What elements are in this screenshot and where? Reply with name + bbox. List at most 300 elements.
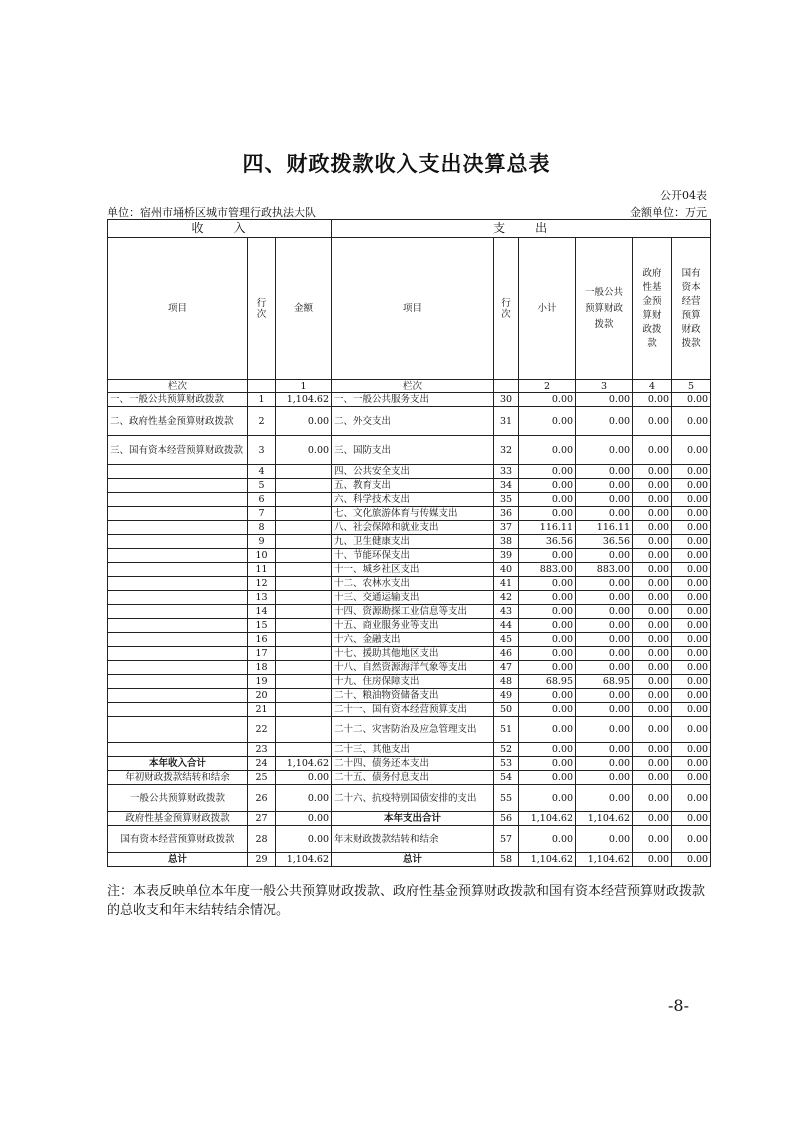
state-capital-header-text: 国有 资本 经营 预算 财政 拨款 <box>681 267 701 349</box>
expense-item-cell: 七、文化旅游体育与传媒支出 <box>332 507 494 521</box>
expense-line-no-cell: 47 <box>494 661 519 675</box>
subtotal-cell: 0.00 <box>519 785 576 812</box>
income-item-cell <box>108 605 248 619</box>
subtotal-cell: 116.11 <box>519 521 576 535</box>
table-row <box>108 785 711 812</box>
expense-line-no-cell: 55 <box>494 785 519 812</box>
table-row <box>108 507 711 521</box>
col-label-expense: 栏次 <box>332 380 494 393</box>
income-item-cell <box>108 507 248 521</box>
income-line-no-cell: 22 <box>248 717 276 743</box>
table-row <box>108 717 711 743</box>
income-line-no-cell: 23 <box>248 743 276 757</box>
table-row <box>108 563 711 577</box>
table-row <box>108 577 711 591</box>
col-number-5: 5 <box>672 380 711 393</box>
gov-fund-cell: 0.00 <box>633 535 672 549</box>
col-number-1: 1 <box>276 380 332 393</box>
income-item-cell <box>108 743 248 757</box>
table-row <box>108 757 711 771</box>
income-item-cell <box>108 549 248 563</box>
subtotal-cell: 0.00 <box>519 703 576 717</box>
expense-item-cell: 年末财政拨款结转和结余 <box>332 826 494 853</box>
income-line-no-cell: 21 <box>248 703 276 717</box>
income-item-cell <box>108 633 248 647</box>
income-line-no-cell: 15 <box>248 619 276 633</box>
expense-item-cell: 二十、粮油物资储备支出 <box>332 689 494 703</box>
state-capital-cell: 0.00 <box>672 521 711 535</box>
income-item-cell <box>108 521 248 535</box>
general-budget-cell: 0.00 <box>576 647 633 661</box>
subtotal-cell: 0.00 <box>519 407 576 436</box>
gov-fund-cell: 0.00 <box>633 493 672 507</box>
income-amount-cell: 0.00 <box>276 436 332 465</box>
table-note: 注：本表反映单位本年度一般公共预算财政拨款、政府性基金预算财政拨款和国有资本经营预算财政拨款的总收支和年末结转结余情况。 <box>107 884 706 918</box>
income-item-header: 项目 <box>108 238 248 380</box>
gov-fund-header-text: 政府 性基 金预 算财 政拨 款 <box>642 267 662 349</box>
table-row <box>108 647 711 661</box>
income-line-no-cell: 4 <box>248 465 276 479</box>
general-budget-cell: 0.00 <box>576 703 633 717</box>
expense-line-no-cell: 39 <box>494 549 519 563</box>
expense-line-no-cell: 49 <box>494 689 519 703</box>
table-row <box>108 743 711 757</box>
general-budget-cell: 36.56 <box>576 535 633 549</box>
general-budget-cell: 0.00 <box>576 605 633 619</box>
table-row <box>108 826 711 853</box>
expense-line-no-cell: 52 <box>494 743 519 757</box>
col-number-2: 2 <box>519 380 576 393</box>
gov-fund-cell: 0.00 <box>633 812 672 826</box>
expense-item-cell: 二十二、灾害防治及应急管理支出 <box>332 717 494 743</box>
income-amount-cell <box>276 465 332 479</box>
table-row <box>108 771 711 785</box>
subtotal-cell: 0.00 <box>519 619 576 633</box>
income-item-cell: 一、一般公共预算财政拨款 <box>108 393 248 407</box>
state-capital-cell: 0.00 <box>672 826 711 853</box>
income-amount-cell <box>276 563 332 577</box>
expense-item-cell: 十八、自然资源海洋气象等支出 <box>332 661 494 675</box>
general-budget-cell: 0.00 <box>576 577 633 591</box>
gov-fund-cell: 0.00 <box>633 757 672 771</box>
income-amount-cell <box>276 535 332 549</box>
state-capital-cell: 0.00 <box>672 675 711 689</box>
expense-item-cell: 十一、城乡社区支出 <box>332 563 494 577</box>
subtotal-cell: 0.00 <box>519 436 576 465</box>
expense-item-cell: 总计 <box>332 853 494 867</box>
income-line-no-cell: 11 <box>248 563 276 577</box>
gov-fund-cell: 0.00 <box>633 591 672 605</box>
expense-line-no-cell: 51 <box>494 717 519 743</box>
subtotal-cell: 0.00 <box>519 591 576 605</box>
subtotal-header: 小计 <box>519 238 576 380</box>
fiscal-summary-table <box>107 219 711 867</box>
income-line-no-cell: 25 <box>248 771 276 785</box>
income-amount-header: 金额 <box>276 238 332 380</box>
expense-item-cell: 十六、金融支出 <box>332 633 494 647</box>
income-amount-cell <box>276 743 332 757</box>
expense-line-no-cell: 53 <box>494 757 519 771</box>
col-label-income: 栏次 <box>108 380 248 393</box>
income-line-no-cell: 13 <box>248 591 276 605</box>
income-amount-cell <box>276 675 332 689</box>
general-budget-cell: 883.00 <box>576 563 633 577</box>
expense-line-no-cell: 48 <box>494 675 519 689</box>
general-budget-header <box>576 238 633 380</box>
income-item-cell <box>108 479 248 493</box>
expense-item-cell: 十、节能环保支出 <box>332 549 494 563</box>
general-budget-cell: 0.00 <box>576 717 633 743</box>
general-budget-cell: 116.11 <box>576 521 633 535</box>
general-budget-cell: 0.00 <box>576 393 633 407</box>
income-item-cell: 政府性基金预算财政拨款 <box>108 812 248 826</box>
expense-line-header <box>494 238 519 380</box>
gov-fund-cell: 0.00 <box>633 853 672 867</box>
income-amount-cell <box>276 619 332 633</box>
income-line-no-cell: 8 <box>248 521 276 535</box>
state-capital-cell: 0.00 <box>672 535 711 549</box>
table-row <box>108 407 711 436</box>
general-budget-cell: 0.00 <box>576 591 633 605</box>
income-item-cell <box>108 493 248 507</box>
expense-line-no-cell: 46 <box>494 647 519 661</box>
table-row <box>108 812 711 826</box>
expense-line-no-cell: 38 <box>494 535 519 549</box>
income-item-cell <box>108 703 248 717</box>
form-code: 公开04表 <box>660 189 707 202</box>
income-line-no-cell: 7 <box>248 507 276 521</box>
income-amount-cell <box>276 633 332 647</box>
subtotal-cell: 0.00 <box>519 633 576 647</box>
subtotal-cell: 1,104.62 <box>519 812 576 826</box>
income-line-no-cell: 14 <box>248 605 276 619</box>
income-item-cell: 一般公共预算财政拨款 <box>108 785 248 812</box>
gov-fund-cell: 0.00 <box>633 743 672 757</box>
expense-item-cell: 十五、商业服务业等支出 <box>332 619 494 633</box>
page-number: -8- <box>668 996 689 1015</box>
expense-line-no-cell: 35 <box>494 493 519 507</box>
subtotal-cell: 0.00 <box>519 393 576 407</box>
state-capital-cell: 0.00 <box>672 591 711 605</box>
state-capital-cell: 0.00 <box>672 853 711 867</box>
state-capital-cell: 0.00 <box>672 785 711 812</box>
subtotal-cell: 0.00 <box>519 743 576 757</box>
gov-fund-cell: 0.00 <box>633 507 672 521</box>
expense-item-cell: 四、公共安全支出 <box>332 465 494 479</box>
income-line-no-cell: 2 <box>248 407 276 436</box>
column-number-row <box>108 380 711 393</box>
general-budget-cell: 0.00 <box>576 493 633 507</box>
income-item-cell: 本年收入合计 <box>108 757 248 771</box>
expense-line-no-cell: 36 <box>494 507 519 521</box>
gov-fund-cell: 0.00 <box>633 647 672 661</box>
expense-line-no-cell: 43 <box>494 605 519 619</box>
state-capital-cell: 0.00 <box>672 563 711 577</box>
general-budget-cell: 0.00 <box>576 407 633 436</box>
income-amount-cell: 0.00 <box>276 785 332 812</box>
state-capital-cell: 0.00 <box>672 549 711 563</box>
state-capital-cell: 0.00 <box>672 689 711 703</box>
state-capital-cell: 0.00 <box>672 436 711 465</box>
income-line-no-cell: 5 <box>248 479 276 493</box>
general-budget-cell: 0.00 <box>576 633 633 647</box>
state-capital-cell: 0.00 <box>672 647 711 661</box>
general-budget-cell: 0.00 <box>576 479 633 493</box>
table-row <box>108 591 711 605</box>
col-number-4: 4 <box>633 380 672 393</box>
expense-item-cell: 十七、援助其他地区支出 <box>332 647 494 661</box>
income-amount-cell: 0.00 <box>276 812 332 826</box>
gov-fund-cell: 0.00 <box>633 563 672 577</box>
column-header-row <box>108 238 711 380</box>
col-number-3: 3 <box>576 380 633 393</box>
gov-fund-cell: 0.00 <box>633 465 672 479</box>
gov-fund-cell: 0.00 <box>633 661 672 675</box>
state-capital-cell: 0.00 <box>672 619 711 633</box>
state-capital-cell: 0.00 <box>672 479 711 493</box>
expense-line-no-cell: 57 <box>494 826 519 853</box>
income-amount-cell: 1,104.62 <box>276 853 332 867</box>
table-row <box>108 479 711 493</box>
expense-line-no-cell: 58 <box>494 853 519 867</box>
table-row <box>108 661 711 675</box>
income-amount-cell <box>276 577 332 591</box>
income-line-no-cell: 6 <box>248 493 276 507</box>
state-capital-cell: 0.00 <box>672 771 711 785</box>
expense-line-no-cell: 30 <box>494 393 519 407</box>
table-row <box>108 549 711 563</box>
income-amount-cell <box>276 717 332 743</box>
state-capital-cell: 0.00 <box>672 717 711 743</box>
expense-line-no-cell: 40 <box>494 563 519 577</box>
expense-item-cell: 二十三、其他支出 <box>332 743 494 757</box>
subtotal-cell: 0.00 <box>519 717 576 743</box>
income-item-cell <box>108 535 248 549</box>
expense-item-cell: 九、卫生健康支出 <box>332 535 494 549</box>
gov-fund-cell: 0.00 <box>633 785 672 812</box>
subtotal-cell: 0.00 <box>519 661 576 675</box>
state-capital-cell: 0.00 <box>672 393 711 407</box>
expense-line-no-cell: 37 <box>494 521 519 535</box>
income-item-cell <box>108 591 248 605</box>
table-row <box>108 619 711 633</box>
income-amount-cell: 0.00 <box>276 407 332 436</box>
state-capital-cell: 0.00 <box>672 407 711 436</box>
expense-header: 支 出 <box>332 220 711 238</box>
income-amount-cell <box>276 493 332 507</box>
state-capital-cell: 0.00 <box>672 812 711 826</box>
income-line-no-cell: 12 <box>248 577 276 591</box>
table-body <box>108 220 711 867</box>
gov-fund-cell: 0.00 <box>633 675 672 689</box>
income-item-cell: 三、国有资本经营预算财政拨款 <box>108 436 248 465</box>
subtotal-cell: 0.00 <box>519 493 576 507</box>
general-budget-cell: 1,104.62 <box>576 812 633 826</box>
col-blank-1 <box>248 380 276 393</box>
expense-line-no-cell: 42 <box>494 591 519 605</box>
income-item-cell <box>108 647 248 661</box>
general-budget-cell: 0.00 <box>576 743 633 757</box>
income-line-no-cell: 24 <box>248 757 276 771</box>
income-item-cell <box>108 619 248 633</box>
general-budget-cell: 0.00 <box>576 465 633 479</box>
gov-fund-cell: 0.00 <box>633 771 672 785</box>
table-row <box>108 393 711 407</box>
gov-fund-header <box>633 238 672 380</box>
expense-item-cell: 二十四、债务还本支出 <box>332 757 494 771</box>
state-capital-cell: 0.00 <box>672 507 711 521</box>
table-row <box>108 633 711 647</box>
general-budget-header-text: 一般公共 预算财政 拨款 <box>585 286 624 330</box>
state-capital-cell: 0.00 <box>672 743 711 757</box>
income-amount-cell <box>276 479 332 493</box>
income-line-no-cell: 18 <box>248 661 276 675</box>
expense-line-no-cell: 33 <box>494 465 519 479</box>
income-amount-cell <box>276 661 332 675</box>
col-blank-2 <box>494 380 519 393</box>
table-row <box>108 853 711 867</box>
income-line-no-cell: 28 <box>248 826 276 853</box>
expense-item-cell: 十四、资源勘探工业信息等支出 <box>332 605 494 619</box>
state-capital-cell: 0.00 <box>672 633 711 647</box>
expense-item-cell: 五、教育支出 <box>332 479 494 493</box>
table-row <box>108 605 711 619</box>
income-line-no-cell: 16 <box>248 633 276 647</box>
expense-item-cell: 二、外交支出 <box>332 407 494 436</box>
gov-fund-cell: 0.00 <box>633 577 672 591</box>
expense-item-cell: 十二、农林水支出 <box>332 577 494 591</box>
income-item-cell: 年初财政拨款结转和结余 <box>108 771 248 785</box>
general-budget-cell: 1,104.62 <box>576 853 633 867</box>
state-capital-cell: 0.00 <box>672 703 711 717</box>
expense-item-cell: 八、社会保障和就业支出 <box>332 521 494 535</box>
income-item-cell <box>108 717 248 743</box>
expense-item-cell: 二十一、国有资本经营预算支出 <box>332 703 494 717</box>
state-capital-header <box>672 238 711 380</box>
income-line-no-cell: 1 <box>248 393 276 407</box>
income-line-header-text: 行 次 <box>256 297 267 320</box>
subtotal-cell: 0.00 <box>519 577 576 591</box>
subtotal-cell: 0.00 <box>519 507 576 521</box>
general-budget-cell: 0.00 <box>576 826 633 853</box>
income-line-no-cell: 20 <box>248 689 276 703</box>
general-budget-cell: 0.00 <box>576 507 633 521</box>
subtotal-cell: 68.95 <box>519 675 576 689</box>
subtotal-cell: 0.00 <box>519 549 576 563</box>
expense-line-no-cell: 50 <box>494 703 519 717</box>
income-amount-cell: 0.00 <box>276 826 332 853</box>
subtotal-cell: 0.00 <box>519 757 576 771</box>
gov-fund-cell: 0.00 <box>633 605 672 619</box>
income-line-no-cell: 26 <box>248 785 276 812</box>
income-amount-cell <box>276 549 332 563</box>
income-line-no-cell: 9 <box>248 535 276 549</box>
general-budget-cell: 0.00 <box>576 771 633 785</box>
expense-item-cell: 二十五、债务付息支出 <box>332 771 494 785</box>
table-row <box>108 675 711 689</box>
general-budget-cell: 68.95 <box>576 675 633 689</box>
expense-item-cell: 二十六、抗疫特别国债安排的支出 <box>332 785 494 812</box>
table-row <box>108 436 711 465</box>
table-row <box>108 689 711 703</box>
income-amount-cell <box>276 605 332 619</box>
income-amount-cell: 1,104.62 <box>276 393 332 407</box>
gov-fund-cell: 0.00 <box>633 689 672 703</box>
state-capital-cell: 0.00 <box>672 661 711 675</box>
gov-fund-cell: 0.00 <box>633 521 672 535</box>
expense-line-no-cell: 45 <box>494 633 519 647</box>
income-item-cell: 国有资本经营预算财政拨款 <box>108 826 248 853</box>
subtotal-cell: 0.00 <box>519 771 576 785</box>
income-item-cell: 总计 <box>108 853 248 867</box>
income-line-no-cell: 29 <box>248 853 276 867</box>
table-row <box>108 535 711 549</box>
subtotal-cell: 0.00 <box>519 826 576 853</box>
state-capital-cell: 0.00 <box>672 493 711 507</box>
income-line-no-cell: 17 <box>248 647 276 661</box>
unit-label: 单位：宿州市埇桥区城市管理行政执法大队 <box>107 206 316 219</box>
expense-item-cell: 六、科学技术支出 <box>332 493 494 507</box>
general-budget-cell: 0.00 <box>576 757 633 771</box>
expense-line-no-cell: 44 <box>494 619 519 633</box>
income-amount-cell <box>276 689 332 703</box>
expense-line-no-cell: 34 <box>494 479 519 493</box>
income-amount-cell <box>276 703 332 717</box>
income-amount-cell: 0.00 <box>276 771 332 785</box>
expense-item-cell: 十九、住房保障支出 <box>332 675 494 689</box>
subtotal-cell: 36.56 <box>519 535 576 549</box>
table-row <box>108 521 711 535</box>
income-item-cell <box>108 689 248 703</box>
expense-item-cell: 本年支出合计 <box>332 812 494 826</box>
subtotal-cell: 0.00 <box>519 689 576 703</box>
expense-line-no-cell: 41 <box>494 577 519 591</box>
state-capital-cell: 0.00 <box>672 605 711 619</box>
gov-fund-cell: 0.00 <box>633 407 672 436</box>
subtotal-cell: 1,104.62 <box>519 853 576 867</box>
state-capital-cell: 0.00 <box>672 577 711 591</box>
subtotal-cell: 0.00 <box>519 605 576 619</box>
gov-fund-cell: 0.00 <box>633 826 672 853</box>
subtotal-cell: 0.00 <box>519 479 576 493</box>
expense-line-no-cell: 56 <box>494 812 519 826</box>
gov-fund-cell: 0.00 <box>633 393 672 407</box>
income-amount-cell: 1,104.62 <box>276 757 332 771</box>
income-header: 收 入 <box>108 220 332 238</box>
page-title: 四、财政拨款收入支出决算总表 <box>242 152 551 176</box>
expense-line-no-cell: 54 <box>494 771 519 785</box>
expense-line-no-cell: 32 <box>494 436 519 465</box>
expense-item-cell: 三、国防支出 <box>332 436 494 465</box>
expense-line-no-cell: 31 <box>494 407 519 436</box>
expense-item-header: 项目 <box>332 238 494 380</box>
table-row <box>108 493 711 507</box>
income-line-no-cell: 3 <box>248 436 276 465</box>
expense-line-header-text: 行 次 <box>501 297 511 320</box>
expense-item-cell: 十三、交通运输支出 <box>332 591 494 605</box>
gov-fund-cell: 0.00 <box>633 436 672 465</box>
income-item-cell: 二、政府性基金预算财政拨款 <box>108 407 248 436</box>
section-header-row <box>108 220 711 238</box>
gov-fund-cell: 0.00 <box>633 703 672 717</box>
amount-unit: 金额单位：万元 <box>630 206 707 219</box>
general-budget-cell: 0.00 <box>576 436 633 465</box>
gov-fund-cell: 0.00 <box>633 619 672 633</box>
income-item-cell <box>108 577 248 591</box>
table-row <box>108 703 711 717</box>
general-budget-cell: 0.00 <box>576 549 633 563</box>
gov-fund-cell: 0.00 <box>633 479 672 493</box>
